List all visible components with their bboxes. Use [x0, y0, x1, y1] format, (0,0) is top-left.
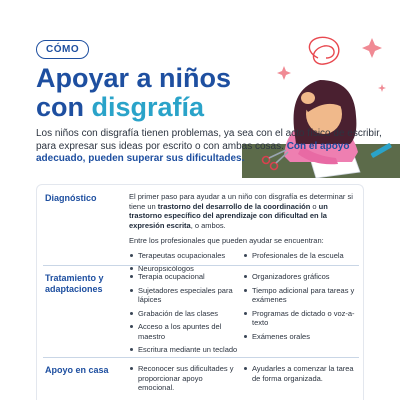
- title-plain: con: [36, 92, 92, 122]
- list-item: Sujetadores especiales para lápices: [129, 286, 239, 305]
- list-item: Terapia ocupacional: [129, 272, 239, 282]
- tratamiento-list-right: [243, 272, 357, 345]
- hand-on-head: [301, 92, 315, 104]
- row-label-tratamiento: Tratamiento y adaptaciones: [45, 273, 104, 294]
- list-item: Programas de dictado o voz-a-texto: [243, 309, 357, 328]
- title-accent: disgrafía: [91, 92, 205, 122]
- title-line-1: Apoyar a niños: [36, 63, 232, 93]
- diag-text-a: El primer paso para ayudar a un niño con disgrafía es determinar si tiene un: [129, 192, 353, 211]
- intro-highlight: Con el apoyo adecuado, pueden superar sus dificultades.: [36, 140, 350, 164]
- diagnostico-list-right: [243, 251, 357, 265]
- page-title: [36, 64, 231, 122]
- list-item: Profesionales de la escuela: [243, 251, 357, 261]
- list-item: Ayudarles a comenzar la tarea de forma organizada.: [243, 364, 357, 383]
- list-item: Tiempo adicional para tareas y exámenes: [243, 286, 357, 305]
- list-item: Organizadores gráficos: [243, 272, 357, 282]
- row-label-diagnostico: Diagnóstico: [45, 193, 97, 203]
- diagnostico-paragraph: [129, 192, 357, 230]
- diag-text-c: o: [310, 201, 319, 211]
- list-item: Escritura mediante un teclado: [129, 345, 239, 355]
- intro-paragraph: [36, 128, 388, 166]
- diag-bold-1: trastorno del desarrollo de la coordinación: [157, 201, 311, 211]
- title-line-2: [36, 93, 231, 122]
- support-table: [36, 184, 364, 400]
- row-label-casa: Apoyo en casa: [45, 365, 109, 375]
- row-casa: [37, 357, 363, 400]
- diag-bold-2: un trastorno específico del aprendizaje con dificultad en la expresión escrita: [129, 201, 328, 230]
- list-item: Exámenes orales: [243, 332, 357, 342]
- row-body-diagnostico: [129, 192, 357, 273]
- tratamiento-list-left: [129, 272, 239, 359]
- list-item: Grabación de las clases: [129, 309, 239, 319]
- diagnostico-professionals-intro: Entre los profesionales que pueden ayudar se encuentran:: [129, 236, 324, 245]
- category-badge: CÓMO: [36, 40, 89, 59]
- diag-text-d: , o ambos.: [190, 220, 226, 230]
- row-diagnostico: [37, 185, 363, 271]
- list-item: Neuropsicólogos: [129, 264, 239, 274]
- frustration-scribble-icon: [309, 37, 338, 64]
- row-tratamiento: [37, 265, 363, 361]
- list-item: Terapeutas ocupacionales: [129, 251, 239, 261]
- list-item: Reconocer sus dificultades y proporcionar apoyo emocional.: [129, 364, 239, 393]
- casa-list-left: [129, 364, 239, 397]
- list-item: Acceso a los apuntes del maestro: [129, 322, 239, 341]
- intro-text: Los niños con disgrafía tienen problemas, ya sea con el acto físico de escribir, para expresar sus ideas por escrito o con ambas cosas.: [36, 128, 382, 152]
- casa-list-right: [243, 364, 357, 387]
